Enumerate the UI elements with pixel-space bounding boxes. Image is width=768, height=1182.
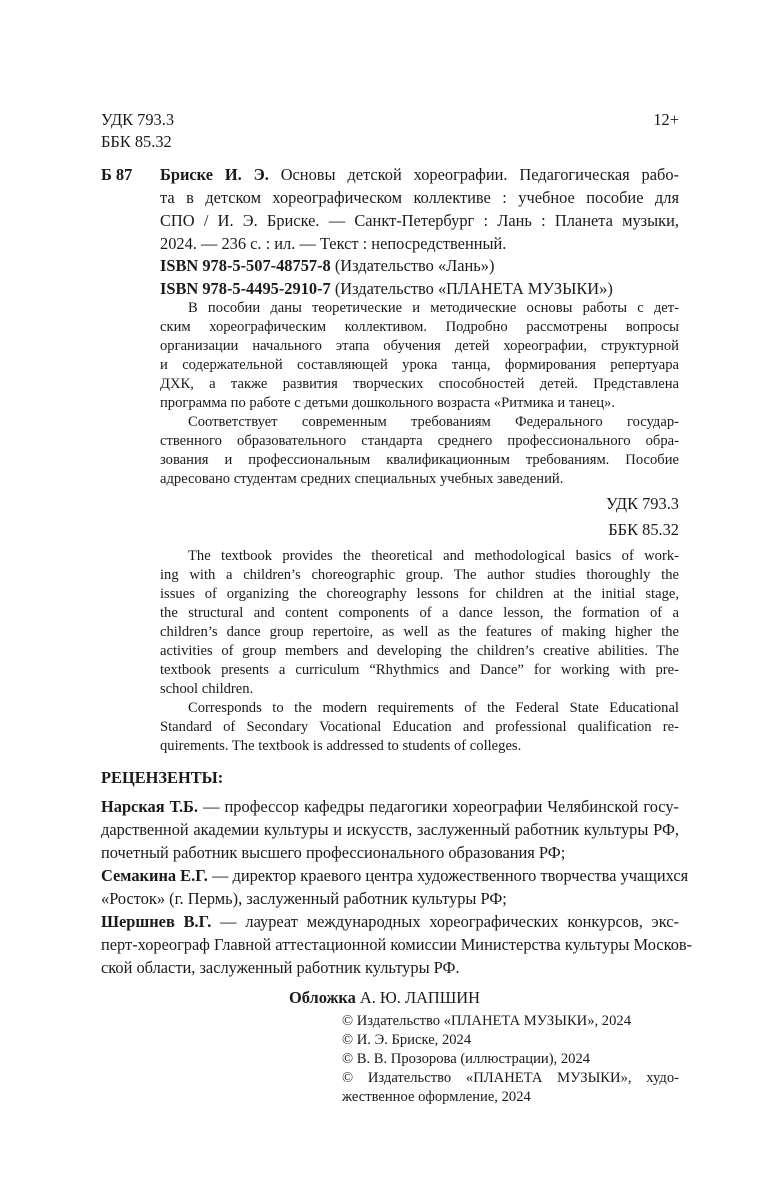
abstract-line: Соответствует современным требованиям Федерального государ- (188, 414, 679, 430)
bibliographic-record (160, 163, 679, 255)
copyright-line: © Издательство «ПЛАНЕТА МУЗЫКИ», худо- (342, 1070, 679, 1086)
copyright-line: © Издательство «ПЛАНЕТА МУЗЫКИ», 2024 (342, 1013, 631, 1029)
abstract-line: программа по работе с детьми дошкольного возраста «Ритмика и танец». (160, 395, 615, 411)
abstract-line: В пособии даны теоретические и методические основы работы с дет- (188, 300, 679, 316)
abstract-line: и содержательной составляющей урока танца, формирования репертуара (160, 357, 679, 373)
abstract-line: зования и профессиональным квалификационным требованиям. Пособие (160, 452, 679, 468)
abstract-en (160, 547, 679, 756)
abstract-line: Standard of Secondary Vocational Education and professional qualification re- (160, 719, 679, 735)
author-mark: Б 87 (101, 165, 133, 184)
abstract-line: children’s dance group repertoire, as well as the features of making higher the (160, 624, 679, 640)
copyright-line: © И. Э. Бриске, 2024 (342, 1032, 472, 1048)
abstract-line: school children. (160, 681, 254, 697)
abstract-line: textbook presents a curriculum “Rhythmics and Dance” for working with pre- (160, 662, 679, 678)
biblio-line: та в детском хореографическом коллективе : учебное пособие для (160, 188, 679, 207)
age-rating: 12+ (653, 110, 679, 129)
isbn-line: ISBN 978-5-507-48757-8 (Издательство «Лань») (160, 256, 495, 275)
udk-code: УДК 793.3 (101, 110, 175, 129)
abstract-ru (160, 299, 679, 489)
reviewer-line: дарственной академии культуры и искусств, заслуженный работник культуры РФ, (101, 820, 679, 839)
reviewer-line: «Росток» (г. Пермь), заслуженный работник культуры РФ; (101, 889, 507, 908)
abstract-line: the structural and content components of a dance lesson, the formation of a (160, 605, 679, 621)
cover-artist: А. Ю. ЛАПШИН (355, 988, 480, 1007)
reviewer-name: Нарская Т.Б. (101, 797, 198, 816)
reviewer-entry (101, 795, 679, 864)
abstract-line: адресовано студентам средних специальных учебных заведений. (160, 471, 564, 487)
reviewer-line: ской области, заслуженный работник культуры РФ. (101, 958, 460, 977)
isbn-line: ISBN 978-5-4495-2910-7 (Издательство «ПЛАНЕТА МУЗЫКИ») (160, 279, 613, 298)
author-name: Бриске И. Э. (160, 165, 269, 184)
bbk-code-right: ББК 85.32 (608, 520, 679, 539)
reviewer-entry (101, 864, 689, 910)
reviewer-name: Семакина Е.Г. (101, 866, 208, 885)
copyright-line: жественное оформление, 2024 (342, 1089, 531, 1105)
abstract-line: quirements. The textbook is addressed to students of colleges. (160, 738, 522, 754)
abstract-line: организации начального этапа обучения детей хореографии, структурной (160, 338, 679, 354)
isbn-block (160, 254, 613, 300)
abstract-line: ственного образовательного стандарта среднего профессионального обра- (160, 433, 679, 449)
biblio-line: СПО / И. Э. Бриске. — Санкт-Петербург : Лань : Планета музыки, (160, 211, 679, 230)
cover-label: Обложка (289, 988, 356, 1007)
reviewer-name: Шершнев В.Г. (101, 912, 212, 931)
reviewer-entry (101, 910, 693, 979)
biblio-line: Бриске И. Э. Основы детской хореографии. Педагогическая рабо- (160, 165, 679, 184)
reviewer-line: Нарская Т.Б. — профессор кафедры педагогики хореографии Челябинской госу- (101, 797, 680, 816)
reviewers-heading: РЕЦЕНЗЕНТЫ: (101, 768, 224, 787)
abstract-line: ing with a children’s choreographic group. The author studies thoroughly the (160, 567, 679, 583)
reviewer-line: Семакина Е.Г. — директор краевого центра художественного творчества учащихся (101, 866, 689, 885)
reviewer-line: Шершнев В.Г. — лауреат международных хореографических конкурсов, экс- (101, 912, 680, 931)
abstract-line: issues of organizing the choreography lessons for children at the initial stage, (160, 586, 679, 602)
bbk-code: ББК 85.32 (101, 132, 172, 151)
biblio-line: 2024. — 236 с. : ил. — Текст : непосредственный. (160, 234, 507, 253)
abstract-line: ским хореографическим коллективом. Подробно рассмотрены вопросы (160, 319, 679, 335)
abstract-line: Corresponds to the modern requirements of the Federal State Educational (188, 700, 679, 716)
reviewer-line: почетный работник высшего профессионального образования РФ; (101, 843, 566, 862)
copyright-block (342, 1012, 679, 1107)
copyright-line: © В. В. Прозорова (иллюстрации), 2024 (342, 1051, 591, 1067)
cover-credit (289, 986, 480, 1009)
abstract-line: ДХК, а также развития творческих способностей детей. Представлена (160, 376, 679, 392)
abstract-line: The textbook provides the theoretical and methodological basics of work- (188, 548, 679, 564)
udk-code-right: УДК 793.3 (605, 494, 679, 513)
abstract-line: activities of group members and developing the children’s creative abilities. The (160, 643, 679, 659)
reviewer-line: перт-хореограф Главной аттестационной комиссии Министерства культуры Москов- (101, 935, 693, 954)
